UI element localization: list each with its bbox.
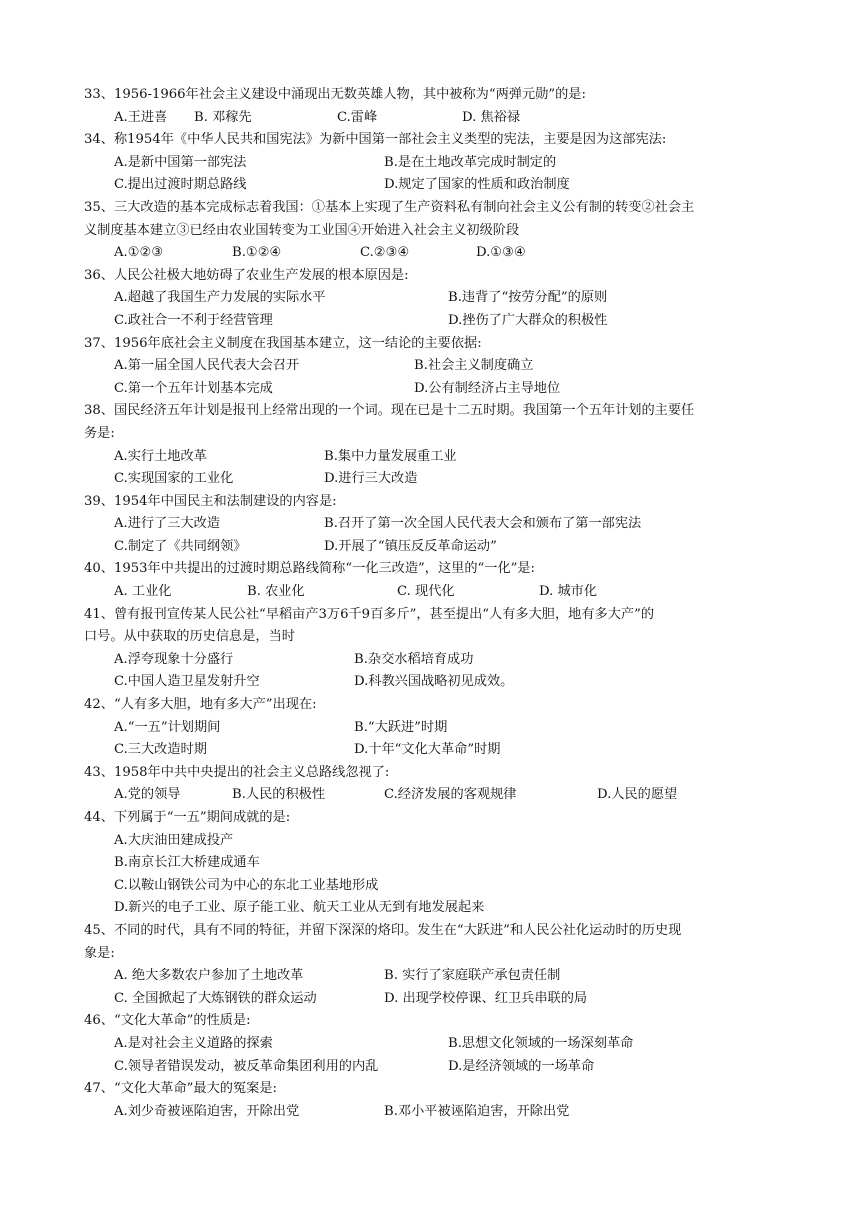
question-46 (84, 1010, 784, 1078)
answer-option: D. 出现学校停课、红卫兵串联的局 (384, 990, 588, 1006)
answer-option: B.是在土地改革完成时制定的 (384, 154, 557, 170)
option-row (84, 784, 784, 807)
question-stem: 33、1956-1966年社会主义建设中涌现出无数英雄人物，其中被称为“两弹元勋”的是: (84, 87, 586, 102)
answer-option: B.社会主义制度确立 (414, 358, 534, 374)
question-stem: 47、“文化大革命”最大的冤案是: (84, 1081, 277, 1097)
question-stem: 40、1953年中共提出的过渡时期总路线简称“一化三改造”，这里的“一化”是: (84, 561, 535, 577)
question-39 (84, 491, 784, 559)
answer-option: B.“大跃进”时期 (354, 719, 448, 735)
answer-option: A.是对社会主义道路的探索 (114, 1035, 273, 1051)
option-row (84, 310, 784, 333)
answer-option: B.违背了“按劳分配”的原则 (448, 290, 608, 306)
option-row (84, 671, 784, 694)
exam-page (84, 84, 784, 1123)
answer-option: C. 现代化 (397, 584, 455, 600)
answer-option: B. 实行了家庭联产承包责任制 (384, 968, 561, 984)
question-35 (84, 197, 784, 265)
question-stem: 45、不同的时代，具有不同的特征，并留下深深的烙印。发生在“大跃进”和人民公社化运动时的历史现 (84, 922, 682, 938)
answer-option: A.大庆油田建成投产 (114, 832, 234, 848)
question-43 (84, 762, 784, 807)
answer-option: C.第一个五年计划基本完成 (114, 380, 273, 396)
answer-option: C.雷峰 (337, 109, 378, 125)
option-row (84, 355, 784, 378)
question-stem: 39、1954年中国民主和法制建设的内容是: (84, 493, 337, 509)
answer-option: C. 全国掀起了大炼钢铁的群众运动 (114, 990, 317, 1006)
answer-option: B. 邓稼先 (194, 109, 252, 125)
question-stem: 务是: (84, 425, 115, 441)
question-33 (84, 84, 784, 129)
question-45 (84, 920, 784, 1010)
answer-option: A.进行了三大改造 (114, 516, 221, 532)
question-42 (84, 694, 784, 762)
question-44 (84, 807, 784, 920)
option-row (84, 242, 784, 265)
answer-option: C.三大改造时期 (114, 742, 207, 758)
option-row (84, 536, 784, 559)
answer-option: D. 焦裕禄 (462, 109, 521, 125)
answer-option: D.①③④ (476, 245, 526, 261)
answer-option: B.邓小平被诬陷迫害，开除出党 (384, 1103, 570, 1119)
option-row (84, 513, 784, 536)
question-38 (84, 400, 784, 490)
answer-option: A.①②③ (114, 245, 164, 261)
answer-option: B.人民的积极性 (232, 787, 326, 803)
answer-option: D.是经济领域的一场革命 (448, 1058, 595, 1074)
question-stem: 42、“人有多大胆，地有多大产”出现在: (84, 697, 317, 713)
answer-option: D. 城市化 (539, 584, 598, 600)
answer-option: A.超越了我国生产力发展的实际水平 (114, 290, 326, 306)
answer-option: D.新兴的电子工业、原子能工业、航天工业从无到有地发展起来 (114, 900, 485, 916)
question-41 (84, 604, 784, 694)
answer-option: A.“一五”计划期间 (114, 719, 221, 735)
question-stem: 38、国民经济五年计划是报刊上经常出现的一个词。现在已是十二五时期。我国第一个五年计划的主要任 (84, 403, 695, 419)
answer-option: B.南京长江大桥建成通车 (114, 855, 260, 871)
answer-option: C.实现国家的工业化 (114, 471, 234, 487)
option-row (84, 830, 784, 853)
answer-option: B.集中力量发展重工业 (324, 448, 457, 464)
question-47 (84, 1078, 784, 1123)
option-row (84, 107, 784, 130)
answer-option: B.①②④ (232, 245, 282, 261)
question-stem: 36、人民公社极大地妨碍了农业生产发展的根本原因是: (84, 267, 409, 283)
question-stem: 义制度基本建立③已经由农业国转变为工业国④开始进入社会主义初级阶段 (84, 222, 520, 238)
option-row (84, 581, 784, 604)
option-row (84, 1101, 784, 1124)
option-row (84, 378, 784, 401)
option-row (84, 717, 784, 740)
answer-option: D.科教兴国战略初见成效。 (354, 674, 514, 690)
option-row (84, 988, 784, 1011)
option-row (84, 875, 784, 898)
answer-option: C.②③④ (360, 245, 410, 261)
option-row (84, 468, 784, 491)
question-36 (84, 265, 784, 333)
answer-option: A.党的领导 (114, 787, 181, 803)
option-row (84, 897, 784, 920)
answer-option: A.王进喜 (114, 109, 168, 125)
answer-option: A.刘少奇被诬陷迫害，开除出党 (114, 1103, 300, 1119)
question-stem: 35、三大改造的基本完成标志着我国：①基本上实现了生产资料私有制向社会主义公有制的转变②社会主 (84, 199, 695, 215)
option-row (84, 287, 784, 310)
answer-option: D.规定了国家的性质和政治制度 (384, 177, 570, 193)
answer-option: D.人民的愿望 (597, 787, 678, 803)
answer-option: B.杂交水稻培育成功 (354, 651, 474, 667)
answer-option: D.开展了“镇压反反革命运动” (324, 538, 497, 554)
question-stem: 44、下列属于“一五”期间成就的是: (84, 810, 291, 825)
answer-option: C.政社合一不利于经营管理 (114, 312, 273, 328)
answer-option: B.思想文化领域的一场深刻革命 (448, 1035, 634, 1051)
answer-option: C.领导者错误发动，被反革命集团利用的内乱 (114, 1058, 379, 1074)
answer-option: A. 工业化 (114, 584, 172, 600)
answer-option: A.浮夸现象十分盛行 (114, 651, 234, 667)
question-stem: 34、称1954年《中华人民共和国宪法》为新中国第一部社会主义类型的宪法，主要是因为这部宪法: (84, 132, 667, 148)
answer-option: C.经济发展的客观规律 (384, 787, 517, 803)
option-row (84, 152, 784, 175)
answer-option: A.实行土地改革 (114, 448, 207, 464)
question-stem: 41、曾有报刊宣传某人民公社“早稻亩产3万6千9百多斤”，甚至提出“人有多大胆，地有多大产”的 (84, 606, 655, 622)
answer-option: B. 农业化 (247, 584, 305, 600)
question-stem: 43、1958年中共中央提出的社会主义总路线忽视了: (84, 764, 390, 780)
option-row (84, 739, 784, 762)
option-row (84, 965, 784, 988)
option-row (84, 446, 784, 469)
answer-option: D.进行三大改造 (324, 471, 418, 487)
answer-option: C.提出过渡时期总路线 (114, 177, 247, 193)
option-row (84, 1033, 784, 1056)
answer-option: D.公有制经济占主导地位 (414, 380, 561, 396)
option-row (84, 649, 784, 672)
question-stem: 象是: (84, 945, 115, 961)
answer-option: C.中国人造卫星发射升空 (114, 674, 260, 690)
answer-option: B.召开了第一次全国人民代表大会和颁布了第一部宪法 (324, 516, 642, 532)
option-row (84, 174, 784, 197)
answer-option: D.挫伤了广大群众的积极性 (448, 312, 608, 328)
answer-option: A. 绝大多数农户参加了土地改革 (114, 968, 304, 984)
question-40 (84, 558, 784, 603)
answer-option: A.第一届全国人民代表大会召开 (114, 358, 300, 374)
option-row (84, 1056, 784, 1079)
answer-option: A.是新中国第一部宪法 (114, 154, 247, 170)
question-stem: 口号。从中获取的历史信息是，当时 (84, 629, 295, 645)
answer-option: C.制定了《共同纲领》 (114, 538, 247, 554)
question-37 (84, 333, 784, 401)
question-stem: 46、“文化大革命”的性质是: (84, 1013, 251, 1029)
question-34 (84, 129, 784, 197)
question-stem: 37、1956年底社会主义制度在我国基本建立，这一结论的主要依据: (84, 335, 482, 351)
answer-option: D.十年“文化大革命”时期 (354, 742, 501, 758)
option-row (84, 852, 784, 875)
answer-option: C.以鞍山钢铁公司为中心的东北工业基地形成 (114, 877, 379, 893)
